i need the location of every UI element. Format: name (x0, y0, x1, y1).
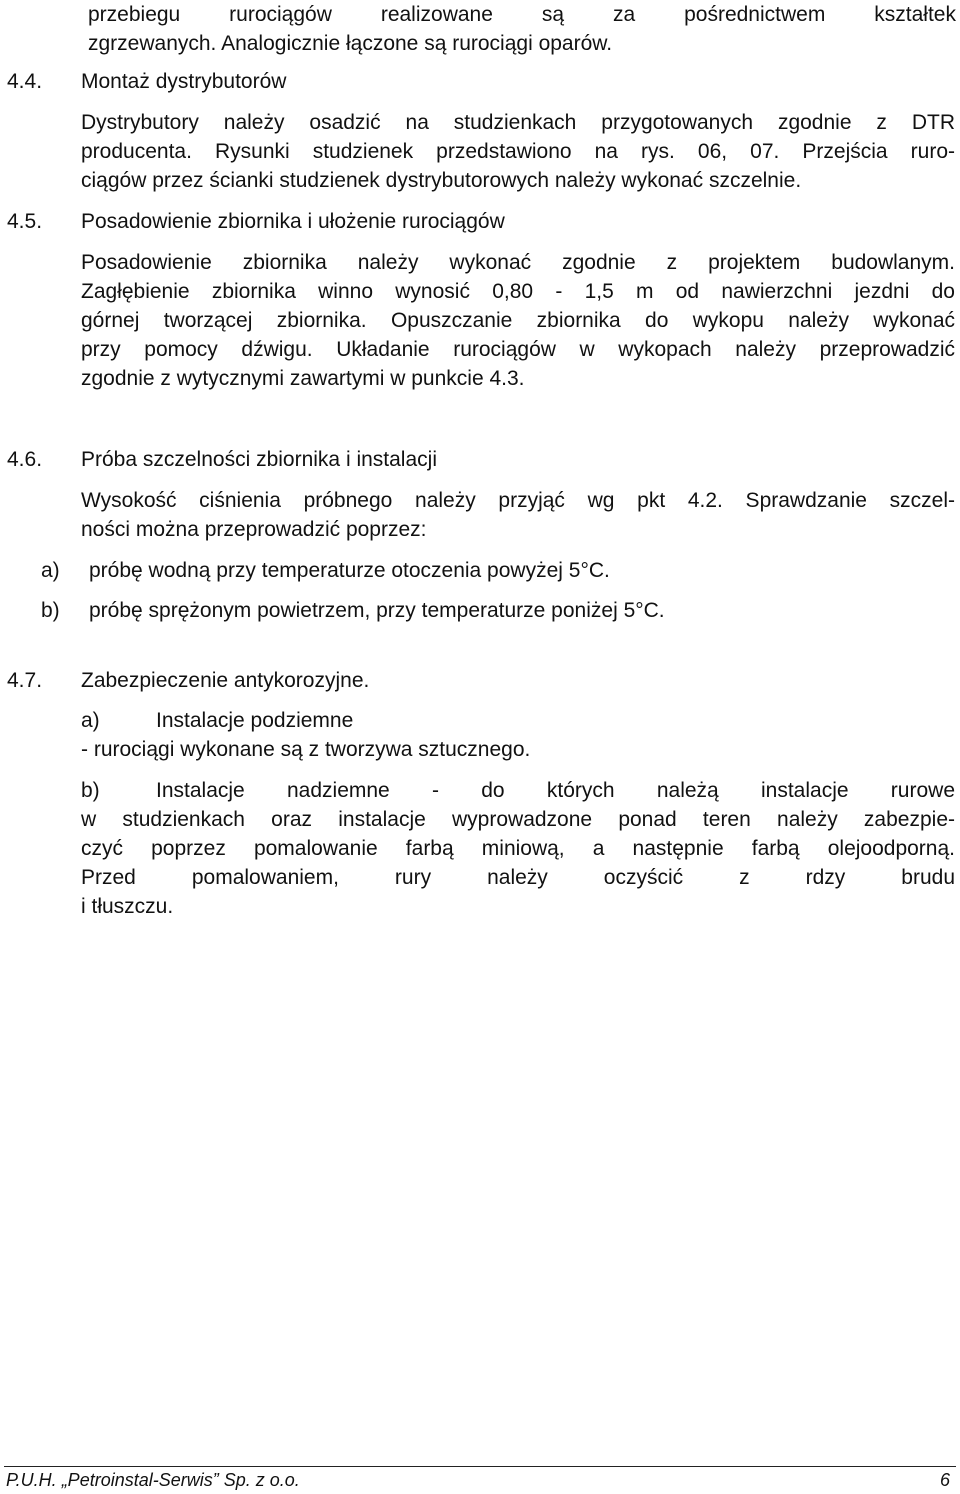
list-marker: b) (81, 779, 100, 802)
s47-b-line-2: w studzienkach oraz instalacje wyprowadzone ponad teren należy zabezpie- (81, 808, 955, 831)
intro-line-1 (88, 0, 956, 29)
s47-b-line-5: i tłuszczu. (81, 895, 174, 918)
intro-word: pośrednictwem (684, 3, 826, 26)
section-heading: Posadowienie zbiornika i ułożenie rurociągów (81, 210, 505, 233)
s46-line-1: Wysokość ciśnienia próbnego należy przyjąć wg pkt 4.2. Sprawdzanie szczel- (81, 489, 955, 512)
subsection-title: Instalacje podziemne (156, 709, 354, 732)
section-heading: Montaż dystrybutorów (81, 70, 287, 93)
footer-company: P.U.H. „Petroinstal-Serwis” Sp. z o.o. (6, 1470, 300, 1490)
section-number: 4.5. (7, 210, 43, 233)
list-item: próbę sprężonym powietrzem, przy temperaturze poniżej 5°C. (89, 599, 665, 622)
s45-line-1: Posadowienie zbiornika należy wykonać zgodnie z projektem budowlanym. (81, 251, 955, 274)
section-heading: Próba szczelności zbiornika i instalacji (81, 448, 437, 471)
footer-divider (4, 1466, 956, 1467)
s47-b-line-1: Instalacje nadziemne - do których należą instalacje rurowe (156, 779, 955, 802)
intro-word: rurociągów (229, 3, 332, 26)
section-number: 4.6. (7, 448, 43, 471)
intro-word: realizowane (380, 3, 493, 26)
s46-line-2: ności można przeprowadzić poprzez: (81, 518, 427, 541)
list-marker: b) (41, 599, 60, 622)
s45-line-5: zgodnie z wytycznymi zawartymi w punkcie 4.3. (81, 367, 525, 390)
s44-line-2: producenta. Rysunki studzienek przedstawiono na rys. 06, 07. Przejścia ruro- (81, 140, 955, 163)
s47-b-line-4: Przed pomalowaniem, rury należy oczyścić z rdzy brudu (81, 866, 955, 889)
intro-word: kształtek (874, 3, 956, 26)
s44-line-1: Dystrybutory należy osadzić na studzienkach przygotowanych zgodnie z DTR (81, 111, 955, 134)
page-number: 6 (939, 1470, 950, 1490)
list-marker: a) (41, 559, 60, 582)
intro-line-2: zgrzewanych. Analogicznie łączone są rurociągi oparów. (88, 32, 613, 55)
s45-line-4: przy pomocy dźwigu. Układanie rurociągów w wykopach należy przeprowadzić (81, 338, 955, 361)
s44-line-3: ciągów przez ścianki studzienek dystrybutorowych należy wykonać szczelnie. (81, 169, 802, 192)
section-number: 4.4. (7, 70, 43, 93)
s47-b-line-3: czyć poprzez pomalowanie farbą miniową, a następnie farbą olejoodporną. (81, 837, 955, 860)
section-number: 4.7. (7, 669, 43, 692)
intro-word: za (612, 3, 636, 26)
s45-line-3: górnej tworzącej zbiornika. Opuszczanie zbiornika do wykopu należy wykonać (81, 309, 955, 332)
s45-line-2: Zagłębienie zbiornika winno wynosić 0,80 - 1,5 m od nawierzchni jezdni do (81, 280, 955, 303)
section-heading: Zabezpieczenie antykorozyjne. (81, 669, 370, 692)
intro-word: przebiegu (88, 3, 181, 26)
s47-a-text: - rurociągi wykonane są z tworzywa sztucznego. (81, 738, 531, 761)
intro-word: są (541, 3, 565, 26)
list-item: próbę wodną przy temperaturze otoczenia powyżej 5°C. (89, 559, 610, 582)
list-marker: a) (81, 709, 100, 732)
